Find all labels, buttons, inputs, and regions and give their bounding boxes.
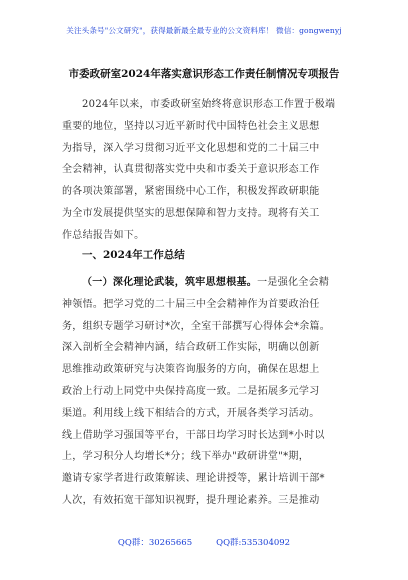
- paragraph-line: 为全市发展提供坚实的思想保障和智力支持。现将有关工: [62, 207, 320, 219]
- section-heading: 一、2024年工作总结: [82, 249, 185, 261]
- qq-group-1: QQ群：30265665: [117, 538, 193, 548]
- paragraph-line: 全会精神，认真贯彻落实党中央和市委关于意识形态工作: [62, 164, 320, 176]
- sub-heading: （一）深化理论武装，筑牢思想根基。: [82, 277, 258, 288]
- paragraph-line: 作总结报告如下。: [62, 229, 145, 241]
- paragraph-text: 一是强化全会精: [257, 277, 330, 288]
- promo-banner: 关注头条号"公文研究"，获得最新最全最专业的公文资料库！ 微信：gongwenyj: [66, 26, 342, 35]
- paragraph-line: 务，组织专题学习研讨*次，全室干部撰写心得体会*余篇。: [62, 320, 331, 332]
- paragraph-line: 上，学习积分人均增长*分；线下举办"政研讲堂"*期，: [62, 451, 309, 463]
- paragraph-line: 思维推动政策研究与决策咨询服务的方向，确保在思想上: [62, 364, 320, 376]
- paragraph-line: 线上借助学习强国等平台，干部日均学习时长达到*小时以: [62, 429, 325, 441]
- footer-contact: [0, 536, 408, 550]
- intro-paragraph: [62, 94, 352, 247]
- paragraph-line: 2024年以来，市委政研室始终将意识形态工作置于极端: [82, 99, 336, 110]
- body-paragraph: [62, 272, 352, 512]
- qq-group-2: QQ群:535304092: [216, 538, 291, 548]
- paragraph-line: 人次，有效拓宽干部知识视野，提升理论素养。三是推动: [62, 494, 320, 506]
- paragraph-line: 深入剖析全会精神内涵，结合政研工作实际，明确以创新: [62, 342, 320, 354]
- paragraph-line: 的各项决策部署，紧密围绕中心工作，积极发挥政研职能: [62, 186, 320, 198]
- paragraph-line: 为指导，深入学习贯彻习近平文化思想和党的二十届三中: [62, 142, 320, 154]
- paragraph-line: [62, 272, 352, 294]
- paragraph-line: 渠道。利用线上线下相结合的方式，开展各类学习活动。: [62, 407, 320, 419]
- paragraph-line: 政治上行动上同党中央保持高度一致。二是拓展多元学习: [62, 385, 320, 397]
- document-title: 市委政研室2024年落实意识形态工作责任制情况专项报告: [68, 68, 340, 80]
- paragraph-line: 神领悟。把学习党的二十届三中全会精神作为首要政治任: [62, 298, 320, 310]
- paragraph-line: 重要的地位，坚持以习近平新时代中国特色社会主义思想: [62, 120, 320, 132]
- paragraph-line: 邀请专家学者进行政策解读、理论讲授等，累计培训干部*: [62, 473, 325, 485]
